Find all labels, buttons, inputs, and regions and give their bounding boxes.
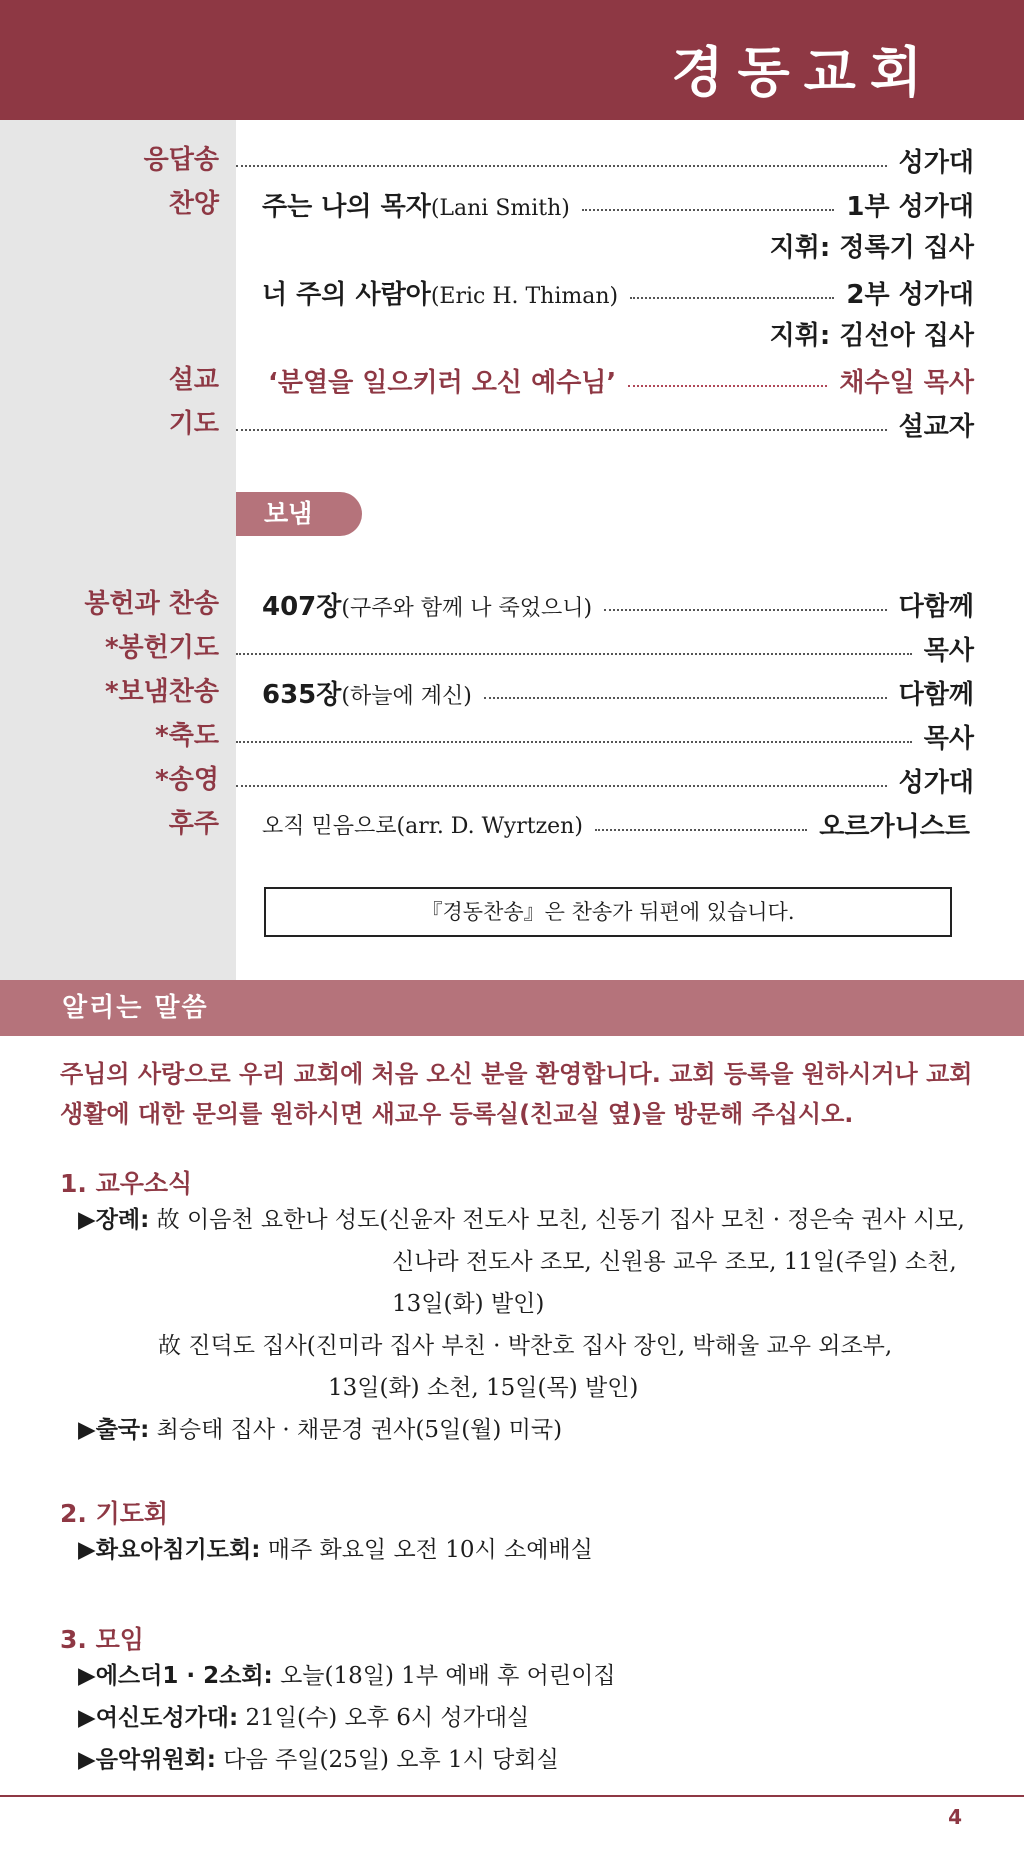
order-label: *송영 bbox=[155, 765, 219, 795]
announcement-text: 매주 화요일 오전 10시 소예배실 bbox=[267, 1537, 593, 1563]
send-row-offering-prayer bbox=[0, 628, 1024, 668]
announcement-line bbox=[78, 1530, 593, 1570]
section-heading: 1. 교우소식 bbox=[60, 1169, 193, 1198]
anthem-composer: (Eric H. Thiman) bbox=[430, 283, 619, 309]
announcement-text: 故 이음천 요한나 성도(신윤자 전도사 모친, 신동기 집사 모친 · 정은숙 권사 시모, bbox=[156, 1207, 965, 1233]
anthem-title: 주는 나의 목자 bbox=[262, 191, 431, 222]
announcement-key: ▶여신도성가대: bbox=[78, 1705, 239, 1731]
announcement-text: 최승태 집사 · 채문경 권사(5일(월) 미국) bbox=[156, 1417, 563, 1443]
conductor-line: 지휘: 김선아 집사 bbox=[769, 321, 974, 351]
announcement-line bbox=[78, 1410, 562, 1450]
send-row-postlude bbox=[0, 804, 1024, 844]
send-row-send-hymn bbox=[0, 672, 1024, 712]
order-performer: 다함께 bbox=[898, 679, 974, 710]
welcome-message: 주님의 사랑으로 우리 교회에 처음 오신 분을 환영합니다. 교회 등록을 원하시거나 교회생활에 대한 문의를 원하시면 새교우 등록실(친교실 옆)을 방문해 주십시오. bbox=[60, 1060, 973, 1128]
page-number: 4 bbox=[948, 1805, 962, 1829]
leader-dots bbox=[595, 829, 807, 831]
order-performer: 성가대 bbox=[898, 147, 974, 178]
announcement-text: 다음 주일(25일) 오후 1시 당회실 bbox=[223, 1747, 559, 1773]
announcements-bar bbox=[0, 980, 1024, 1036]
announcement-line bbox=[78, 1698, 529, 1738]
announcement-key: ▶음악위원회: bbox=[78, 1747, 216, 1773]
leader-dots bbox=[236, 741, 912, 743]
order-row-praise-1 bbox=[0, 184, 1024, 224]
order-row-response bbox=[0, 140, 1024, 180]
order-label: *축도 bbox=[155, 721, 219, 751]
section-heading: 3. 모임 bbox=[60, 1625, 144, 1654]
order-performer: 성가대 bbox=[898, 767, 974, 798]
preacher-name: 채수일 목사 bbox=[839, 367, 974, 398]
announcement-line bbox=[78, 1740, 559, 1780]
section-heading: 2. 기도회 bbox=[60, 1499, 169, 1528]
order-performer: 2부 성가대 bbox=[846, 279, 974, 310]
order-label: 봉헌과 찬송 bbox=[84, 589, 219, 619]
leader-dots bbox=[236, 653, 912, 655]
announcement-line: 13일(화) 소천, 15일(목) 발인) bbox=[328, 1375, 639, 1401]
order-label: *보냄찬송 bbox=[104, 677, 219, 707]
order-label: *봉헌기도 bbox=[104, 633, 219, 663]
sidebar-background bbox=[0, 120, 236, 980]
order-label: 후주 bbox=[168, 809, 219, 839]
order-performer: 1부 성가대 bbox=[846, 191, 974, 222]
anthem-title: 너 주의 사람아 bbox=[262, 279, 431, 310]
announcement-key: ▶장례: bbox=[78, 1207, 150, 1233]
order-row-praise-2 bbox=[0, 272, 1024, 312]
leader-dots bbox=[236, 429, 887, 431]
hymn-title: (하늘에 계신) bbox=[341, 683, 472, 709]
order-row-sermon bbox=[0, 360, 1024, 400]
conductor-line: 지휘: 정록기 집사 bbox=[769, 233, 974, 263]
footer-rule bbox=[0, 1795, 1024, 1797]
leader-dots bbox=[604, 609, 887, 611]
leader-dots bbox=[236, 785, 887, 787]
hymnal-note: 『경동찬송』은 찬송가 뒤편에 있습니다. bbox=[264, 887, 952, 937]
order-label: 기도 bbox=[168, 409, 219, 439]
announcement-line: 신나라 전도사 조모, 신원용 교우 조모, 11일(주일) 소천, bbox=[392, 1249, 957, 1275]
hymn-title: (구주와 함께 나 죽었으니) bbox=[341, 595, 593, 621]
order-row-prayer bbox=[0, 404, 1024, 444]
announcement-key: ▶출국: bbox=[78, 1417, 150, 1443]
send-row-doxology bbox=[0, 760, 1024, 800]
hymn-number: 407장 bbox=[262, 591, 342, 622]
order-performer: 설교자 bbox=[898, 411, 974, 442]
church-name: 경동교회 bbox=[671, 41, 936, 104]
announcement-key: ▶에스더1 · 2소회: bbox=[78, 1663, 273, 1689]
order-performer: 다함께 bbox=[898, 591, 974, 622]
anthem-composer: (Lani Smith) bbox=[430, 195, 570, 221]
order-performer: 목사 bbox=[923, 635, 974, 666]
order-label: 찬양 bbox=[168, 189, 219, 219]
send-row-offering bbox=[0, 584, 1024, 624]
announcement-text: 오늘(18일) 1부 예배 후 어린이집 bbox=[280, 1663, 616, 1689]
announcement-line bbox=[78, 1200, 965, 1240]
announcement-line: 13일(화) 발인) bbox=[392, 1291, 545, 1317]
order-label: 설교 bbox=[168, 365, 219, 395]
announcement-line bbox=[78, 1656, 616, 1696]
send-row-benediction bbox=[0, 716, 1024, 756]
header-bar bbox=[0, 0, 1024, 120]
announcement-text: 21일(수) 오후 6시 성가대실 bbox=[245, 1705, 530, 1731]
leader-dots bbox=[236, 165, 887, 167]
send-section-tab: 보냄 bbox=[236, 492, 362, 536]
order-label: 응답송 bbox=[143, 145, 219, 175]
announcement-key: ▶화요아침기도회: bbox=[78, 1537, 261, 1563]
leader-dots bbox=[630, 297, 834, 299]
sermon-title: ‘분열을 일으키러 오신 예수님’ bbox=[268, 367, 617, 398]
hymn-number: 635장 bbox=[262, 679, 342, 710]
announcements-title: 알리는 말씀 bbox=[62, 993, 209, 1023]
leader-dots bbox=[582, 209, 835, 211]
announcement-line: 故 진덕도 집사(진미라 집사 부친 · 박찬호 집사 장인, 박해울 교우 외조부, bbox=[158, 1333, 893, 1359]
postlude-title: 오직 믿음으로(arr. D. Wyrtzen) bbox=[262, 813, 583, 839]
leader-dots bbox=[628, 385, 827, 387]
order-performer: 오르가니스트 bbox=[819, 811, 970, 842]
leader-dots bbox=[484, 697, 887, 699]
order-performer: 목사 bbox=[923, 723, 974, 754]
